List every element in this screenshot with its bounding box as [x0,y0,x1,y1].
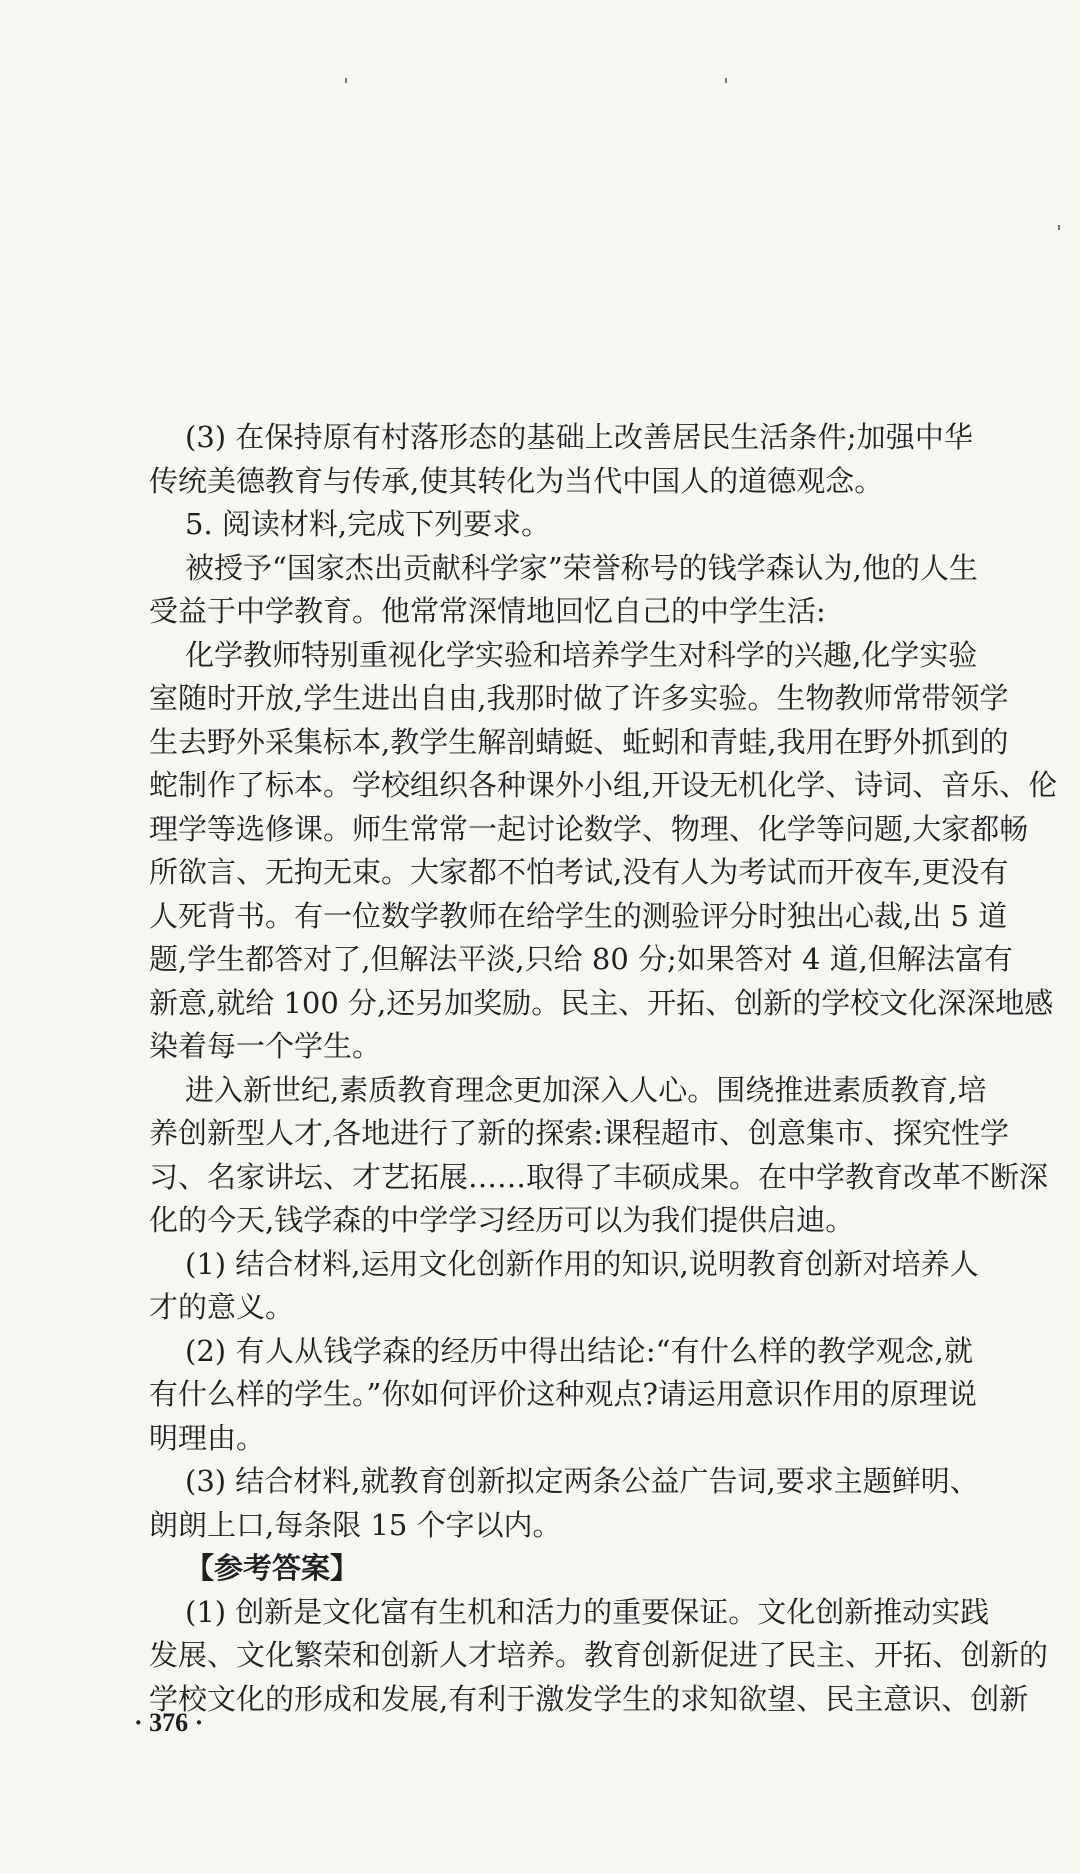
text-line: 习、名家讲坛、才艺拓展……取得了丰硕成果。在中学教育改革不断深 [149,1159,1049,1194]
scan-speck [725,78,727,83]
text-line: 化的今天,钱学森的中学学习经历可以为我们提供启迪。 [149,1203,855,1237]
scan-speck [1058,225,1060,230]
text-line: 传统美德教育与传承,使其转化为当代中国人的道德观念。 [149,463,884,498]
text-line: (1) 结合材料,运用文化创新作用的知识,说明教育创新对培养人 [185,1246,979,1281]
text-line: 新意,就给 100 分,还另加奖励。民主、开拓、创新的学校文化深深地感 [149,985,1054,1020]
text-line: 进入新世纪,素质教育理念更加深入人心。围绕推进素质教育,培 [185,1072,987,1107]
text-line: 被授予“国家杰出贡献科学家”荣誉称号的钱学森认为,他的人生 [185,550,978,585]
answer-heading: 【参考答案】 [185,1551,360,1585]
text-line: 学校文化的形成和发展,有利于激发学生的求知欲望、民主意识、创新 [149,1681,1029,1716]
text-line: 有什么样的学生。”你如何评价这种观点?请运用意识作用的原理说 [149,1377,977,1411]
text-line: 明理由。 [149,1420,266,1455]
text-line: 题,学生都答对了,但解法平淡,只给 80 分;如果答对 4 道,但解法富有 [149,942,1013,976]
text-line: (2) 有人从钱学森的经历中得出结论:“有什么样的教学观念,就 [185,1333,973,1368]
page-number: · 376 · [134,1708,204,1737]
text-line: 受益于中学教育。他常常深情地回忆自己的中学生活: [149,594,826,628]
text-line: 发展、文化繁荣和创新人才培养。教育创新促进了民主、开拓、创新的 [149,1638,1049,1672]
scan-speck [345,78,347,83]
text-line: 蛇制作了标本。学校组织各种课外小组,开设无机化学、诗词、音乐、伦 [149,768,1058,802]
text-line: 5. 阅读材料,完成下列要求。 [185,507,551,541]
text-line: 化学教师特别重视化学实验和培养学生对科学的兴趣,化学实验 [185,637,978,672]
text-line: 朗朗上口,每条限 15 个字以内。 [149,1507,562,1542]
text-line: 人死背书。有一位数学教师在给学生的测验评分时独出心裁,出 5 道 [149,898,1008,933]
text-line: 养创新型人才,各地进行了新的探索:课程超市、创意集市、探究性学 [149,1116,1009,1150]
text-line: 生去野外采集标本,教学生解剖蜻蜓、蚯蚓和青蛙,我用在野外抓到的 [149,724,1009,759]
text-line: 才的意义。 [149,1290,295,1324]
text-line: 理学等选修课。师生常常一起讨论数学、物理、化学等问题,大家都畅 [149,811,1029,846]
text-line: (3) 在保持原有村落形态的基础上改善居民生活条件;加强中华 [185,420,973,454]
text-line: 室随时开放,学生进出自由,我那时做了许多实验。生物教师常带领学 [149,681,1009,715]
text-line: 所欲言、无拘无束。大家都不怕考试,没有人为考试而开夜车,更没有 [149,855,1009,889]
text-line: (1) 创新是文化富有生机和活力的重要保证。文化创新推动实践 [185,1594,990,1629]
document-body [149,416,1058,1721]
text-line: (3) 结合材料,就教育创新拟定两条公益广告词,要求主题鲜明、 [185,1464,979,1498]
text-line: 染着每一个学生。 [149,1029,382,1063]
